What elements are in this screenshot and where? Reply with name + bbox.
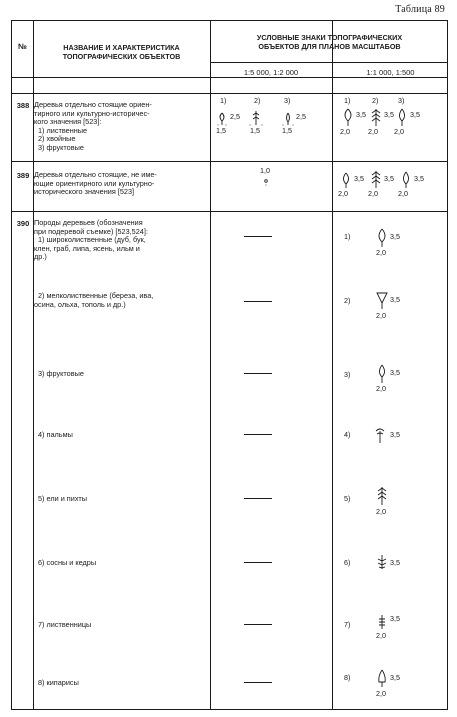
description-line: 7) лиственницы: [38, 620, 92, 629]
symbol-label: 2): [254, 96, 261, 105]
header-signs-line: ОБЪЕКТОВ ДЛЯ ПЛАНОВ МАСШТАБОВ: [258, 42, 401, 51]
symbol-size: 2,0: [376, 631, 386, 640]
symbol-size: 3,5: [384, 174, 394, 183]
symbols-large-390-6: [334, 547, 447, 577]
symbol-size: 2,0: [398, 189, 408, 198]
description-line: исторического значения [523]: [34, 187, 135, 197]
row-number: 388: [16, 101, 30, 110]
symbols-large-388: [334, 97, 447, 157]
description-line: Деревья отдельно стоящие ориен-: [34, 100, 152, 109]
symbol-size: 3,5: [390, 430, 400, 439]
no-symbol-dash: [244, 624, 272, 625]
description-line: Породы деревьев (обозначения: [34, 218, 143, 227]
symbol-size: 3,5: [356, 110, 366, 119]
header-divider: [12, 93, 447, 94]
symbol-size: 3,5: [390, 295, 400, 304]
symbol-label: 4): [344, 430, 351, 439]
symbol-size: 3,5: [414, 174, 424, 183]
symbols-large-390-4: [334, 421, 447, 451]
row-description: [34, 679, 212, 688]
spruce-fir-icon: [334, 483, 447, 523]
description-line: 2) мелколиственные (береза, ива,: [38, 291, 154, 300]
row-description: [34, 292, 212, 309]
symbol-size: 1,0: [260, 166, 270, 175]
broadleaf-tree-icon: [334, 225, 447, 265]
description-line: 6) сосны и кедры: [38, 558, 97, 567]
header-divider: [12, 77, 447, 78]
row-divider: [12, 211, 447, 212]
symbol-size: 1,5: [282, 126, 292, 135]
symbol-size: 3,5: [354, 174, 364, 183]
row-description: [34, 171, 212, 197]
description-line: клен, граб, липа, ясень, ильм и: [34, 243, 140, 253]
description-line: Деревья отдельно стоящие, не име-: [34, 170, 157, 179]
description-line: осина, ольха, тополь и др.): [34, 299, 126, 309]
symbol-size: 3,5: [390, 232, 400, 241]
header-scale-small: 1:5 000, 1:2 000: [243, 68, 299, 77]
header-scale-large: 1:1 000, 1:500: [366, 68, 415, 77]
column-divider: [332, 21, 333, 709]
row-description: [34, 219, 212, 262]
symbol-size: 2,0: [376, 689, 386, 698]
symbols-table: [11, 20, 448, 710]
symbol-label: 6): [344, 558, 351, 567]
description-line: 3) фруктовые: [38, 369, 84, 378]
description-line: 3) фруктовые: [38, 142, 84, 152]
no-symbol-dash: [244, 498, 272, 499]
no-symbol-dash: [244, 682, 272, 683]
symbols-large-390-3: [334, 361, 447, 401]
description-line: др.): [34, 252, 47, 262]
description-line: 8) кипарисы: [38, 678, 79, 687]
symbol-size: 2,0: [368, 189, 378, 198]
symbol-size: 2,0: [376, 311, 386, 320]
symbols-small-389: [212, 163, 330, 207]
symbol-size: 3,5: [390, 558, 400, 567]
no-symbol-dash: [244, 301, 272, 302]
no-symbol-dash: [244, 373, 272, 374]
symbol-label: 5): [344, 494, 351, 503]
header-signs-line: УСЛОВНЫЕ ЗНАКИ ТОПОГРАФИЧЕСКИХ: [256, 33, 403, 42]
header-name-line: НАЗВАНИЕ И ХАРАКТЕРИСТИКА: [63, 43, 180, 52]
symbol-label: 1): [344, 96, 351, 105]
description-line: кого значения [523]:: [34, 117, 102, 127]
row-divider: [12, 161, 447, 162]
table-caption: Таблица 89: [395, 4, 445, 15]
symbol-size: 1,5: [250, 126, 260, 135]
tree-symbols-icon: [212, 97, 330, 157]
tree-symbols-icon: [334, 97, 447, 157]
description-line: ющие ориентирного или культурно-: [34, 178, 155, 188]
row-description: [34, 431, 212, 440]
row-description: [34, 621, 212, 630]
description-line: тирного или культурно-историчес-: [34, 108, 150, 118]
description-line: 1) широколиственные (дуб, бук,: [38, 235, 146, 245]
symbol-label: 2): [344, 296, 351, 305]
row-description: [34, 370, 212, 379]
description-line: 1) лиственные: [38, 125, 88, 135]
symbol-label: 7): [344, 620, 351, 629]
symbol-label: 8): [344, 673, 351, 682]
description-line: 5) ели и пихты: [38, 494, 87, 503]
no-symbol-dash: [244, 434, 272, 435]
symbol-label: 3): [344, 370, 351, 379]
symbol-size: 2,0: [340, 127, 350, 136]
symbol-label: 3): [398, 96, 405, 105]
row-number: 390: [16, 219, 30, 228]
symbol-size: 1,5: [216, 126, 226, 135]
symbol-label: 3): [284, 96, 291, 105]
row-description: [34, 495, 212, 504]
symbol-size: 2,0: [376, 248, 386, 257]
symbol-size: 3,5: [390, 614, 400, 623]
header-subdivider: [210, 62, 447, 63]
row-number: 389: [16, 171, 30, 180]
symbol-size: 3,5: [384, 110, 394, 119]
tree-symbols-icon: [334, 163, 447, 207]
smallleaf-tree-icon: [334, 287, 447, 327]
symbols-large-390-8: [334, 666, 447, 708]
header-name-line: ТОПОГРАФИЧЕСКИХ ОБЪЕКТОВ: [62, 52, 181, 61]
symbol-label: 1): [220, 96, 227, 105]
description-line: 2) хвойные: [38, 134, 76, 144]
symbols-large-390-5: [334, 483, 447, 523]
point-symbol-icon: [212, 163, 330, 207]
symbol-size: 3,5: [410, 110, 420, 119]
symbol-size: 3,5: [390, 673, 400, 682]
symbol-size: 2,5: [230, 112, 240, 121]
header-name: [33, 43, 210, 61]
symbols-small-388: [212, 97, 330, 157]
header-num: №: [18, 42, 27, 51]
symbols-large-389: [334, 163, 447, 207]
symbol-size: 2,0: [368, 127, 378, 136]
description-line: 4) пальмы: [38, 430, 73, 439]
symbol-size: 2,0: [394, 127, 404, 136]
row-description: [34, 559, 212, 568]
row-description: [34, 101, 212, 153]
symbol-label: 1): [344, 232, 351, 241]
symbol-size: 2,0: [376, 384, 386, 393]
symbol-label: 2): [372, 96, 379, 105]
symbols-large-390-2: [334, 287, 447, 327]
no-symbol-dash: [244, 236, 272, 237]
symbol-size: 3,5: [390, 368, 400, 377]
description-line: при подеревой съемке) [523,524]:: [34, 226, 148, 236]
symbol-size: 2,0: [338, 189, 348, 198]
no-symbol-dash: [244, 562, 272, 563]
header-signs: [210, 33, 449, 51]
symbol-size: 2,5: [296, 112, 306, 121]
fruit-tree-icon: [334, 361, 447, 401]
symbol-size: 2,0: [376, 507, 386, 516]
symbols-large-390-1: [334, 225, 447, 265]
symbols-large-390-7: [334, 609, 447, 649]
